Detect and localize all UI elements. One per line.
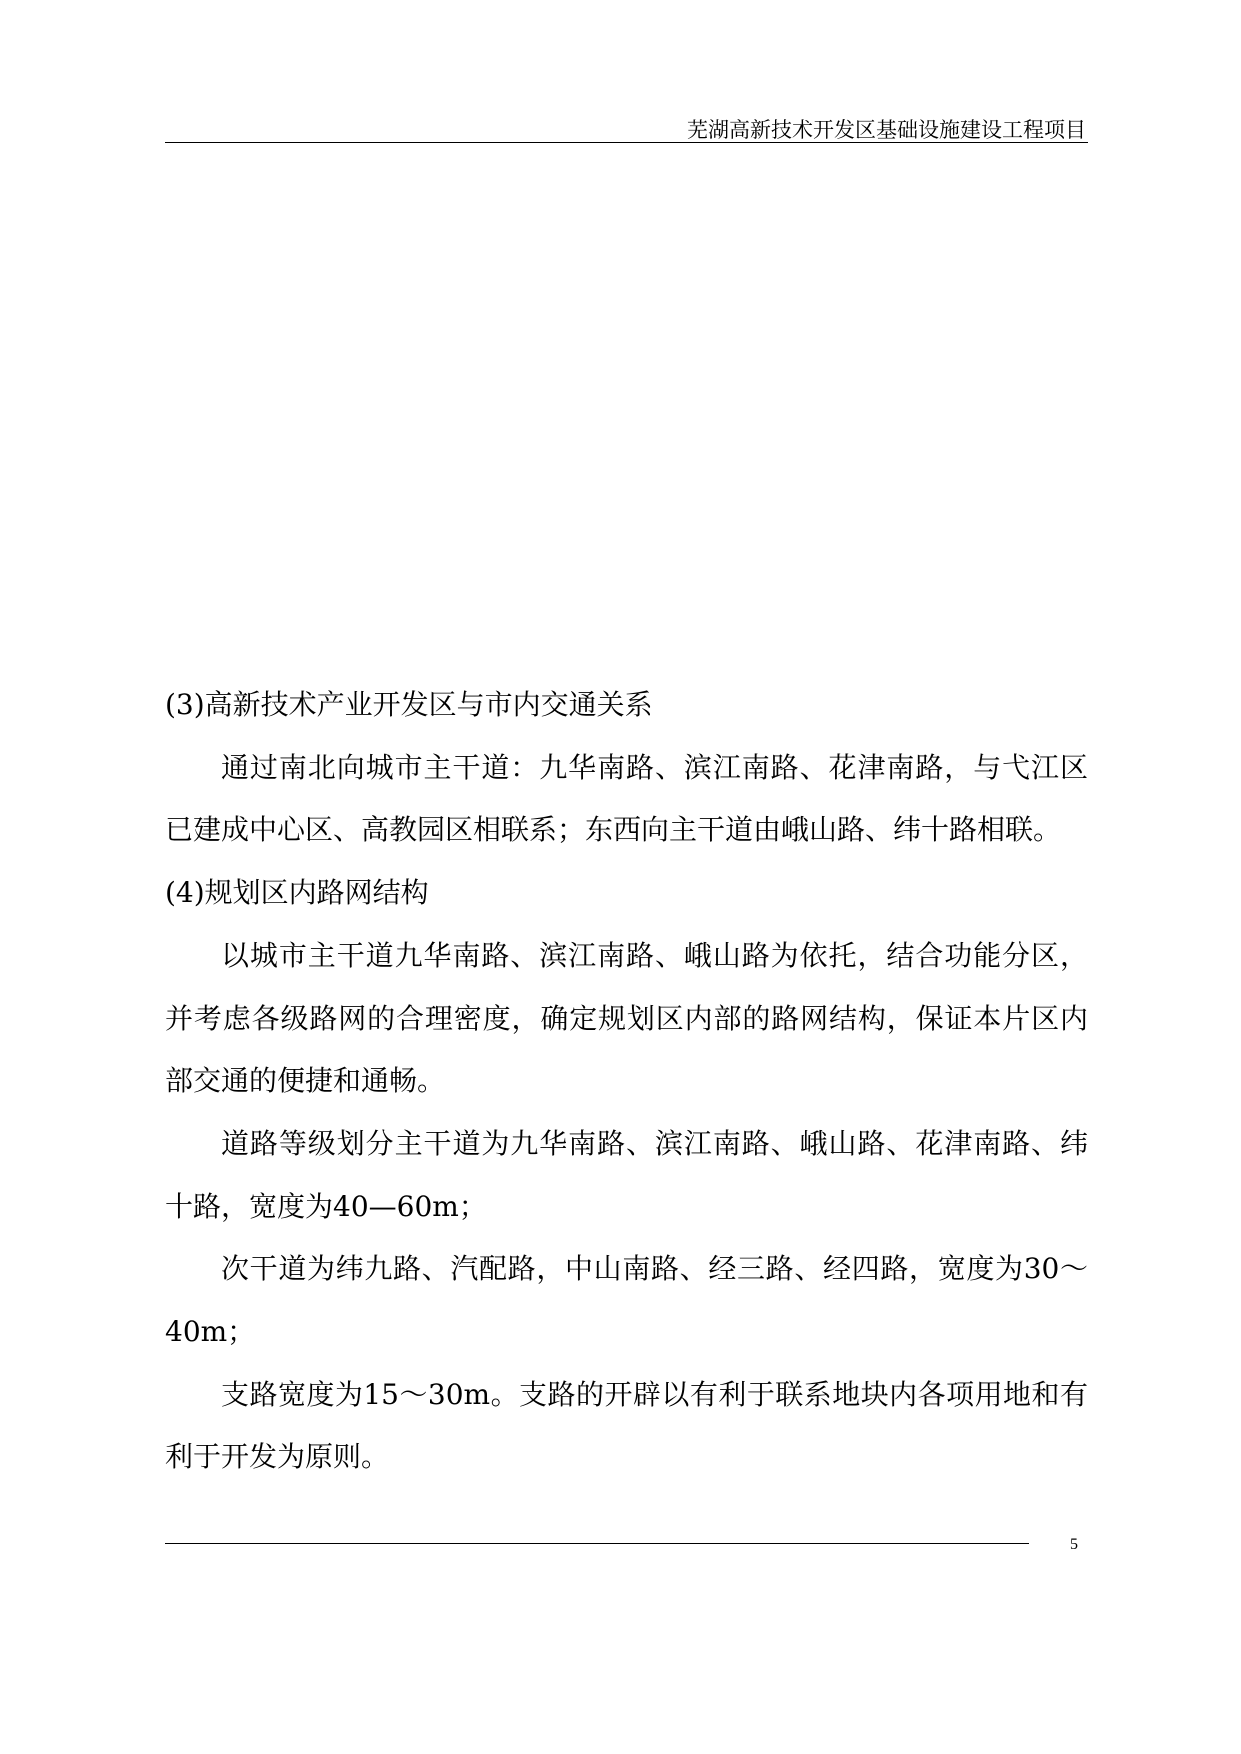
paragraph-traffic-relations: 通过南北向城市主干道：九华南路、滨江南路、花津南路，与弋江区已建成中心区、高教园区相联系；东西向主干道由峨山路、纬十路相联。 bbox=[165, 750, 1088, 847]
section-heading-traffic-relations: (3)高新技术产业开发区与市内交通关系 bbox=[165, 688, 653, 721]
paragraph-secondary-roads: 次干道为纬九路、汽配路，中山南路、经三路、经四路，宽度为30～40m； bbox=[165, 1252, 1088, 1349]
document-body bbox=[165, 674, 1088, 1489]
header-rule bbox=[165, 142, 1088, 143]
section-heading-road-network: (4)规划区内路网结构 bbox=[165, 876, 429, 910]
footer-rule bbox=[165, 1543, 1029, 1544]
paragraph-road-network: 以城市主干道九华南路、滨江南路、峨山路为依托，结合功能分区，并考虑各级路网的合理密度，确定规划区内部的路网结构，保证本片区内部交通的便捷和通畅。 bbox=[165, 938, 1088, 1098]
paragraph-branch-roads: 支路宽度为15～30m。支路的开辟以有利于联系地块内各项用地和有利于开发为原则。 bbox=[165, 1377, 1088, 1474]
page-number: 5 bbox=[1070, 1536, 1078, 1553]
page-header-title: 芜湖高新技术开发区基础设施建设工程项目 bbox=[687, 118, 1086, 142]
paragraph-main-roads: 道路等级划分主干道为九华南路、滨江南路、峨山路、花津南路、纬十路，宽度为40—60m； bbox=[165, 1126, 1088, 1223]
